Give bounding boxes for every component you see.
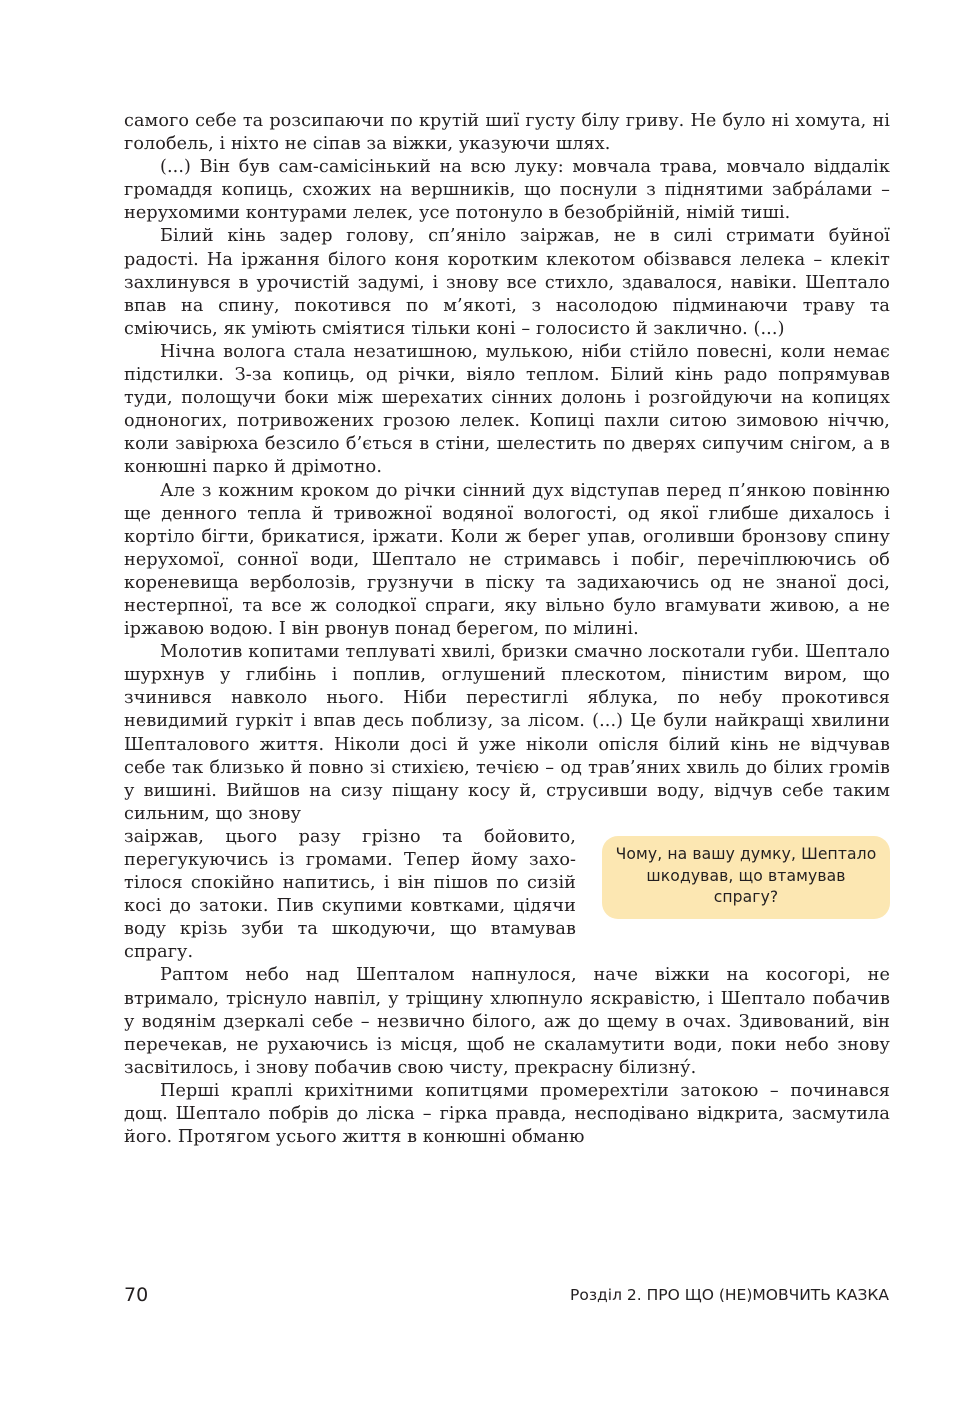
section-title: Розділ 2. ПРО ЩО (НЕ)МОВЧИТЬ КАЗКА bbox=[569, 1286, 889, 1304]
paragraph: заіржав, цього разу грізно та бойовито, перегукуючись із громами. Тепер йому захотілося спокійно напитись, і він пішов по сизій косі до затоки. Пив скупими ковтками, цідячи воду крізь зуби та шкодуючи, що втамував спрагу. bbox=[124, 826, 576, 963]
paragraph: Але з кожним кроком до річки сінний дух відступав перед п’янкою повінню ще денного тепла й тривожної водяної вологості, од якої глибше дихалось і кортіло бігти, брикатися, іржати. Коли ж берег упав, оголивши бронзову спину нерухомої, сонної води, Шептало не стримавсь і побіг, перечіплюючись об кореневища верболозів, грузнучи в піску та задихаючись од не знаної досі, нестерпної, та все ж солодкої спраги, яку вільно було вгамувати живою, а не іржавою водою. І він рвонув понад берегом, по мілині. bbox=[124, 480, 890, 640]
question-text: Чому, на вашу думку, Шептало шкодував, що втамував спрагу? bbox=[615, 844, 877, 907]
paragraph: Перші краплі крихітними копитцями промерехтіли затокою – починався дощ. Шептало побрів до ліска – гірка правда, несподівано відкрита, засмутила його. Протягом усього життя в конюшні обманю bbox=[124, 1080, 890, 1148]
question-callout bbox=[602, 836, 890, 919]
page-number: 70 bbox=[124, 1284, 149, 1306]
paragraph: самого себе та розсипаючи по крутій шиї густу білу гриву. Не було ні хомута, ні голобель, і ніхто не сіпав за віжки, указуючи шлях. bbox=[124, 111, 890, 155]
paragraph: (...) Він був сам-самісінький на всю луку: мовчала трава, мовчало віддалік громаддя копиць, схожих на вершників, що поснули з піднятими забра́лами – нерухомими контурами лелек, усе потонуло в безобрійній, німій тиші. bbox=[124, 157, 890, 224]
paragraph: Молотив копитами теплуваті хвилі, бризки смачно лоскотали губи. Шептало шурхнув у глибінь і поплив, оглушений плескотом, пінистим виром, що зчинився навколо нього. Ніби перестиглі яблука, по небу прокотився невидимий гуркіт і впав десь поблизу, за лісом. (...) Це були найкращі хвилини Шепталового життя. Ніколи досі й уже ніколи опісля білий кінь не відчував себе так близько й повно зі стихією, течією – од трав’яних хвиль до білих громів у вишині. Вийшов на сизу піщану косу й, струсивши воду, відчув себе таким сильним, що знову bbox=[124, 642, 890, 824]
paragraph: Нічна волога стала незатишною, мулькою, ніби стійло повесні, коли немає підстилки. З-за копиць, од річки, віяло теплом. Білий кінь радо попрямував туди, полощучи боки між шерехатих сінних долонь і розгойдуючи на копицях одноногих, потривожених грозою лелек. Копиці пахли ситою зимовою ніччю, коли завірюха безсило б’ється в стіни, шелестить по дверях сипучим снігом, а в конюшні парко й дрімотно. bbox=[124, 341, 890, 478]
paragraph: Раптом небо над Шепталом напнулося, наче віжки на косогорі, не втримало, тріснуло навпіл, у тріщину хлюпнуло яскравістю, і Шептало побачив у водянім дзеркалі себе – незвично білого, аж до щему в очах. Здивований, він перечекав, не рухаючись із місця, щоб не скаламутити води, поки небо знову засвітилось, і знову побачив свою чисту, прекрасну білизну́. bbox=[124, 965, 890, 1078]
paragraph: Білий кінь задер голову, сп’яніло заіржав, не в силі стримати буйної радості. На іржання білого коня коротким клекотом обізвався лелека – клекіт захлинувся в урочистій задумі, і знову все стихло, здавалося, навіки. Шептало впав на спину, покотився по м’якоті, з насолодою підминаючи траву та сміючись, як уміють сміятися тільки коні – голосисто й заклично. (...) bbox=[124, 226, 890, 339]
story-text bbox=[124, 110, 890, 1149]
